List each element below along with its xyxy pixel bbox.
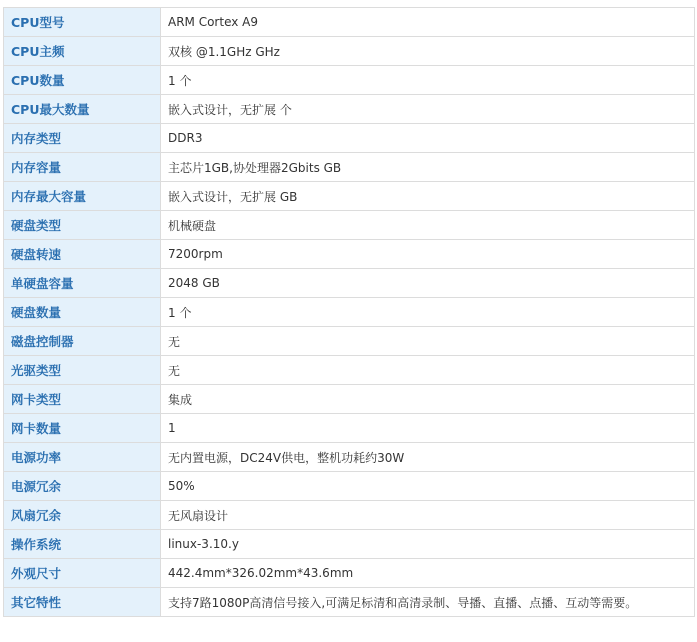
spec-value: 无风扇设计 <box>161 501 695 530</box>
spec-label: 电源冗余 <box>4 472 161 501</box>
spec-label: CPU数量 <box>4 66 161 95</box>
spec-value: 主芯片1GB,协处理器2Gbits GB <box>161 153 695 182</box>
spec-table <box>3 7 695 617</box>
spec-value: 无 <box>161 356 695 385</box>
spec-label: 磁盘控制器 <box>4 327 161 356</box>
table-row <box>4 298 695 327</box>
spec-label: CPU最大数量 <box>4 95 161 124</box>
spec-label: 硬盘类型 <box>4 211 161 240</box>
table-row <box>4 153 695 182</box>
spec-value: 2048 GB <box>161 269 695 298</box>
spec-label: 操作系统 <box>4 530 161 559</box>
spec-value: 机械硬盘 <box>161 211 695 240</box>
table-row <box>4 530 695 559</box>
spec-value: 无内置电源，DC24V供电，整机功耗约30W <box>161 443 695 472</box>
spec-label: 光驱类型 <box>4 356 161 385</box>
spec-value: 嵌入式设计，无扩展 GB <box>161 182 695 211</box>
table-row <box>4 8 695 37</box>
table-row <box>4 37 695 66</box>
spec-label: 外观尺寸 <box>4 559 161 588</box>
spec-value: 集成 <box>161 385 695 414</box>
spec-value: linux-3.10.y <box>161 530 695 559</box>
spec-value: ARM Cortex A9 <box>161 8 695 37</box>
table-row <box>4 95 695 124</box>
table-row <box>4 559 695 588</box>
spec-value: 442.4mm*326.02mm*43.6mm <box>161 559 695 588</box>
spec-label: 网卡类型 <box>4 385 161 414</box>
spec-label: CPU型号 <box>4 8 161 37</box>
spec-value: 1 <box>161 414 695 443</box>
spec-value: DDR3 <box>161 124 695 153</box>
table-row <box>4 501 695 530</box>
spec-value: 无 <box>161 327 695 356</box>
spec-label: 风扇冗余 <box>4 501 161 530</box>
spec-value: 1 个 <box>161 66 695 95</box>
table-row <box>4 443 695 472</box>
spec-label: CPU主频 <box>4 37 161 66</box>
spec-label: 单硬盘容量 <box>4 269 161 298</box>
table-row <box>4 414 695 443</box>
spec-label: 网卡数量 <box>4 414 161 443</box>
spec-value: 50% <box>161 472 695 501</box>
spec-value: 支持7路1080P高清信号接入,可满足标清和高清录制、导播、直播、点播、互动等需要。 <box>161 588 695 617</box>
table-row <box>4 269 695 298</box>
table-row <box>4 588 695 617</box>
table-row <box>4 356 695 385</box>
table-row <box>4 211 695 240</box>
spec-label: 电源功率 <box>4 443 161 472</box>
table-row <box>4 240 695 269</box>
spec-value: 嵌入式设计，无扩展 个 <box>161 95 695 124</box>
table-row <box>4 327 695 356</box>
table-row <box>4 182 695 211</box>
spec-value: 7200rpm <box>161 240 695 269</box>
table-row <box>4 66 695 95</box>
spec-value: 1 个 <box>161 298 695 327</box>
spec-value: 双核 @1.1GHz GHz <box>161 37 695 66</box>
spec-table-body <box>4 8 695 617</box>
table-row <box>4 472 695 501</box>
spec-label: 内存最大容量 <box>4 182 161 211</box>
spec-label: 硬盘数量 <box>4 298 161 327</box>
spec-label: 硬盘转速 <box>4 240 161 269</box>
spec-label: 内存类型 <box>4 124 161 153</box>
spec-label: 内存容量 <box>4 153 161 182</box>
spec-label: 其它特性 <box>4 588 161 617</box>
table-row <box>4 385 695 414</box>
table-row <box>4 124 695 153</box>
